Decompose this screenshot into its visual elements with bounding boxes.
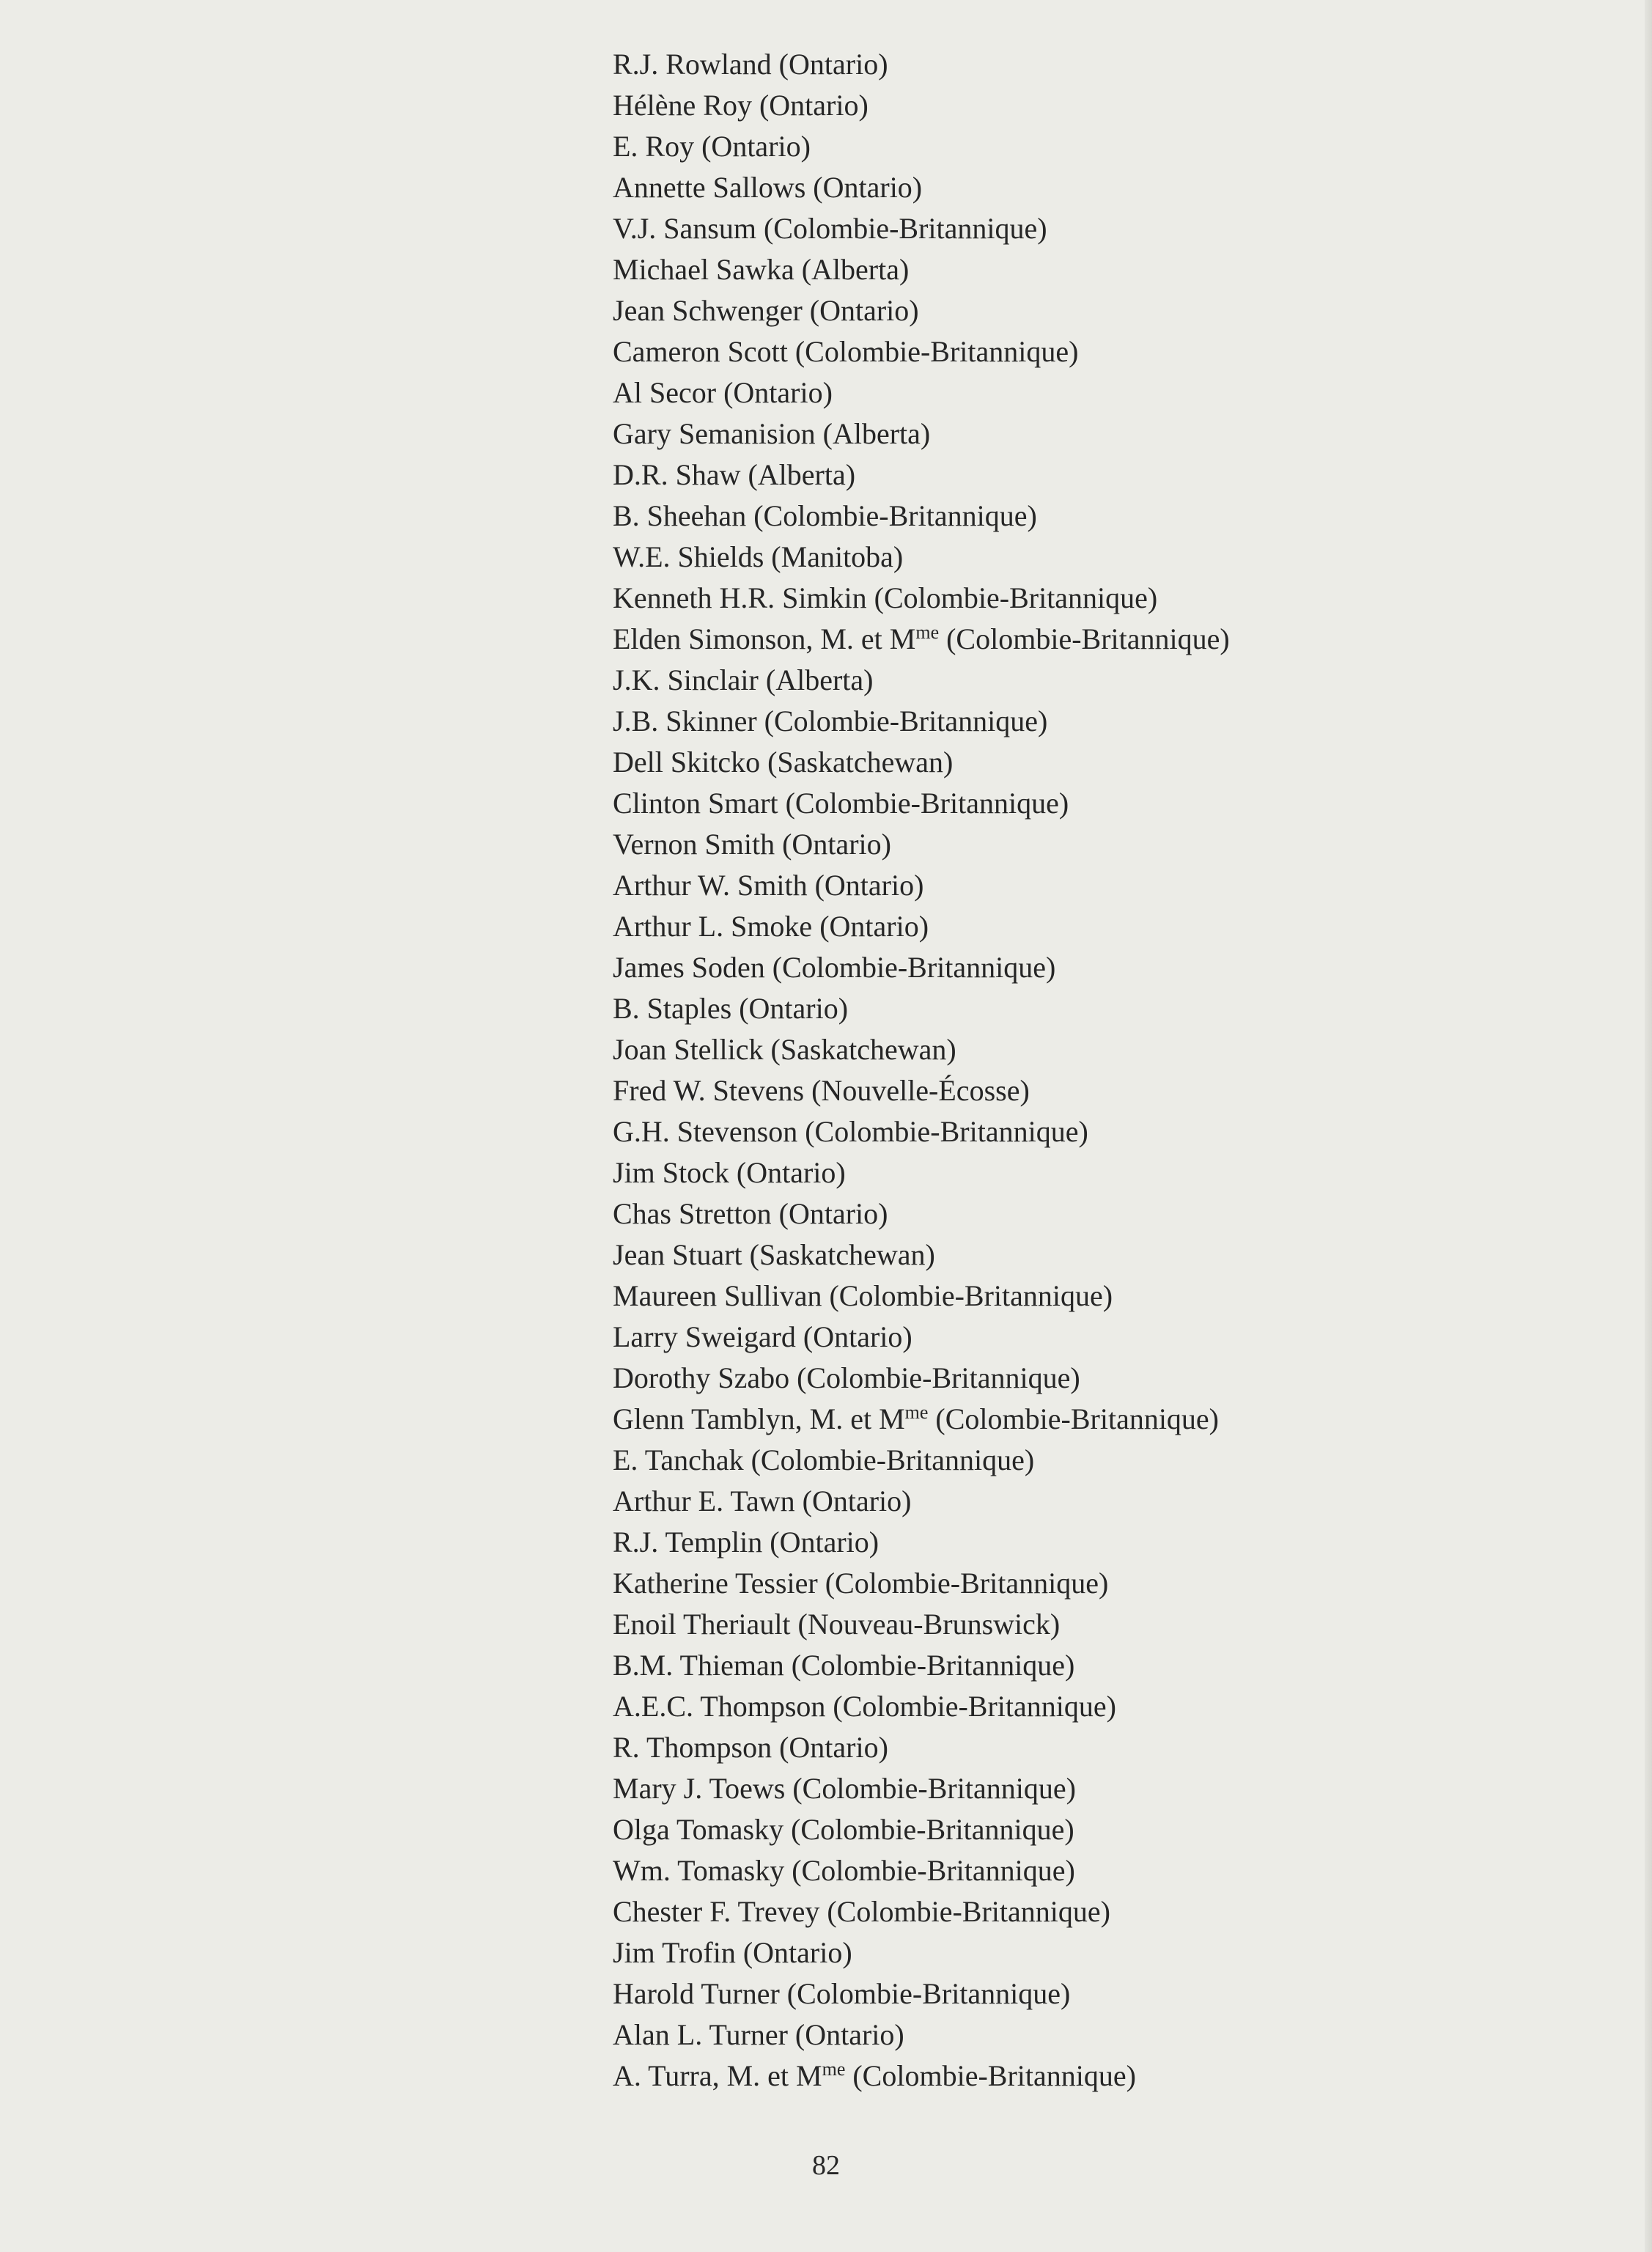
list-item: J.K. Sinclair (Alberta): [613, 663, 874, 696]
entry-name: Glenn Tamblyn, M. et M: [613, 1402, 905, 1435]
list-item: Chester F. Trevey (Colombie-Britannique): [613, 1895, 1110, 1928]
list-item: Joan Stellick (Saskatchewan): [613, 1033, 956, 1066]
contributor-list: [613, 44, 1230, 2097]
list-item: Arthur E. Tawn (Ontario): [613, 1484, 912, 1517]
list-item: Fred W. Stevens (Nouvelle-Écosse): [613, 1074, 1030, 1107]
list-item: E. Roy (Ontario): [613, 130, 811, 163]
entry-province: (Colombie-Britannique): [928, 1402, 1220, 1435]
list-item: Annette Sallows (Ontario): [613, 171, 923, 204]
list-item: Jean Schwenger (Ontario): [613, 294, 919, 327]
list-item: Dell Skitcko (Saskatchewan): [613, 746, 954, 779]
list-item: G.H. Stevenson (Colombie-Britannique): [613, 1115, 1088, 1148]
list-item: [613, 619, 1230, 660]
list-item: Jean Stuart (Saskatchewan): [613, 1238, 935, 1271]
list-item: Gary Semanision (Alberta): [613, 417, 931, 450]
list-item: B. Staples (Ontario): [613, 992, 849, 1025]
list-item: D.R. Shaw (Alberta): [613, 458, 856, 491]
page-number: 82: [812, 2150, 840, 2181]
page-edge: [1645, 0, 1652, 2252]
list-item: A.E.C. Thompson (Colombie-Britannique): [613, 1690, 1116, 1723]
list-item: Maureen Sullivan (Colombie-Britannique): [613, 1279, 1113, 1312]
list-item: E. Tanchak (Colombie-Britannique): [613, 1443, 1035, 1476]
list-item: Olga Tomasky (Colombie-Britannique): [613, 1813, 1074, 1846]
list-item: R. Thompson (Ontario): [613, 1731, 888, 1764]
list-item: [613, 2056, 1230, 2097]
list-item: Mary J. Toews (Colombie-Britannique): [613, 1772, 1076, 1805]
list-item: Chas Stretton (Ontario): [613, 1197, 888, 1230]
list-item: Jim Trofin (Ontario): [613, 1936, 852, 1969]
list-item: Vernon Smith (Ontario): [613, 828, 891, 861]
list-item: W.E. Shields (Manitoba): [613, 540, 904, 573]
list-item: Michael Sawka (Alberta): [613, 253, 910, 286]
list-item: Katherine Tessier (Colombie-Britannique): [613, 1567, 1109, 1600]
list-item: B.M. Thieman (Colombie-Britannique): [613, 1649, 1075, 1682]
list-item: B. Sheehan (Colombie-Britannique): [613, 499, 1037, 532]
list-item: Harold Turner (Colombie-Britannique): [613, 1977, 1071, 2010]
list-item: Hélène Roy (Ontario): [613, 89, 869, 122]
list-item: Dorothy Szabo (Colombie-Britannique): [613, 1361, 1080, 1394]
entry-superscript: me: [822, 2058, 846, 2080]
entry-name: Elden Simonson, M. et M: [613, 622, 916, 655]
list-item: Enoil Theriault (Nouveau-Brunswick): [613, 1608, 1061, 1641]
entry-superscript: me: [904, 1402, 929, 1423]
list-item: Arthur L. Smoke (Ontario): [613, 910, 929, 943]
entry-province: (Colombie-Britannique): [939, 622, 1230, 655]
entry-province: (Colombie-Britannique): [845, 2059, 1136, 2092]
list-item: Al Secor (Ontario): [613, 376, 833, 409]
entry-superscript: me: [915, 622, 940, 643]
list-item: Cameron Scott (Colombie-Britannique): [613, 335, 1079, 368]
entry-name: A. Turra, M. et M: [613, 2059, 822, 2092]
list-item: James Soden (Colombie-Britannique): [613, 951, 1056, 984]
list-item: Clinton Smart (Colombie-Britannique): [613, 787, 1069, 820]
list-item: [613, 1399, 1230, 1440]
list-item: Larry Sweigard (Ontario): [613, 1320, 912, 1353]
list-item: R.J. Rowland (Ontario): [613, 48, 888, 81]
list-item: V.J. Sansum (Colombie-Britannique): [613, 212, 1047, 245]
list-item: Kenneth H.R. Simkin (Colombie-Britannique): [613, 581, 1158, 614]
list-item: Arthur W. Smith (Ontario): [613, 869, 924, 902]
list-item: Jim Stock (Ontario): [613, 1156, 846, 1189]
list-item: Alan L. Turner (Ontario): [613, 2018, 904, 2051]
list-item: R.J. Templin (Ontario): [613, 1526, 880, 1559]
list-item: Wm. Tomasky (Colombie-Britannique): [613, 1854, 1075, 1887]
list-item: J.B. Skinner (Colombie-Britannique): [613, 704, 1048, 737]
